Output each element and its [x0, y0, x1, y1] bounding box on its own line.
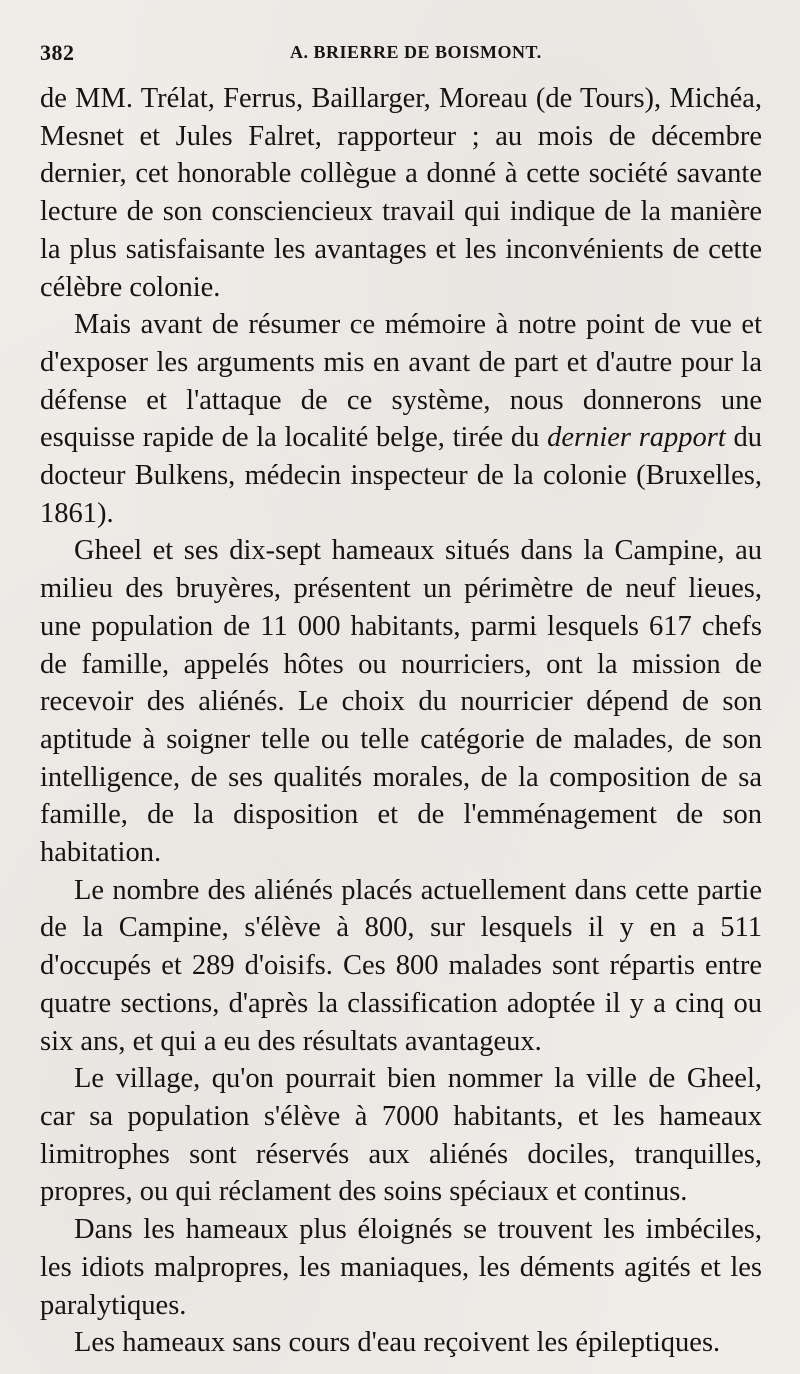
paragraph: Dans les hameaux plus éloignés se trouvent les imbéciles, les idiots malpropres, les maniaques, les déments agités et les paralytiques.: [40, 1214, 762, 1321]
paragraph-text: Mais avant de résumer ce mémoire à notre point de vue et d'exposer les arguments mis en avant de part et d'autre pour la défense et l'attaque de ce système, nous donnerons une esquisse rapide de la localité belge, tirée du: [40, 309, 762, 454]
paragraph-continuation: de MM. Trélat, Ferrus, Baillarger, Moreau (de Tours), Michéa, Mesnet et Jules Falret, rapporteur ; au mois de décembre dernier, cet honorable collègue a donné à cette société savante lecture de son consciencieux travail qui indique de la manière la plus satisfaisante les avantages et les inconvénients de cette célèbre colonie.: [40, 83, 762, 303]
running-head: A. BRIERRE DE BOISMONT.: [290, 42, 542, 62]
page-number: 382: [40, 40, 75, 65]
paragraph: Le village, qu'on pourrait bien nommer la ville de Gheel, car sa population s'élève à 7000 habitants, et les hameaux limitrophes sont réservés aux aliénés dociles, tranquilles, propres, ou qui réclament des soins spéciaux et continus.: [40, 1063, 762, 1208]
paragraph: [40, 306, 762, 532]
page-header: [40, 40, 760, 74]
paragraph: Le nombre des aliénés placés actuellement dans cette partie de la Campine, s'élève à 800, sur lesquels il y en a 511 d'occupés et 289 d'oisifs. Ces 800 malades sont répartis entre quatre sections, d'après la classification adoptée il y a cinq ou six ans, et qui a eu des résultats avantageux.: [40, 874, 762, 1057]
body-text: [40, 80, 762, 1362]
italic-title: dernier rapport: [547, 422, 726, 454]
paragraph-text: du docteur Bulkens, médecin inspecteur de la colonie (Bruxelles, 1861).: [40, 422, 763, 529]
paragraph: Les hameaux sans cours d'eau reçoivent les épileptiques.: [74, 1327, 721, 1359]
paragraph: Gheel et ses dix-sept hameaux situés dans la Campine, au milieu des bruyères, présentent un périmètre de neuf lieues, une population de 11 000 habitants, parmi lesquels 617 chefs de famille, appelés hôtes ou nourriciers, ont la mission de recevoir des aliénés. Le choix du nourricier dépend de son aptitude à soigner telle ou telle catégorie de malades, de son intelligence, de ses qualités morales, de la composition de sa famille, de la disposition et de l'emménagement de son habitation.: [40, 535, 762, 869]
